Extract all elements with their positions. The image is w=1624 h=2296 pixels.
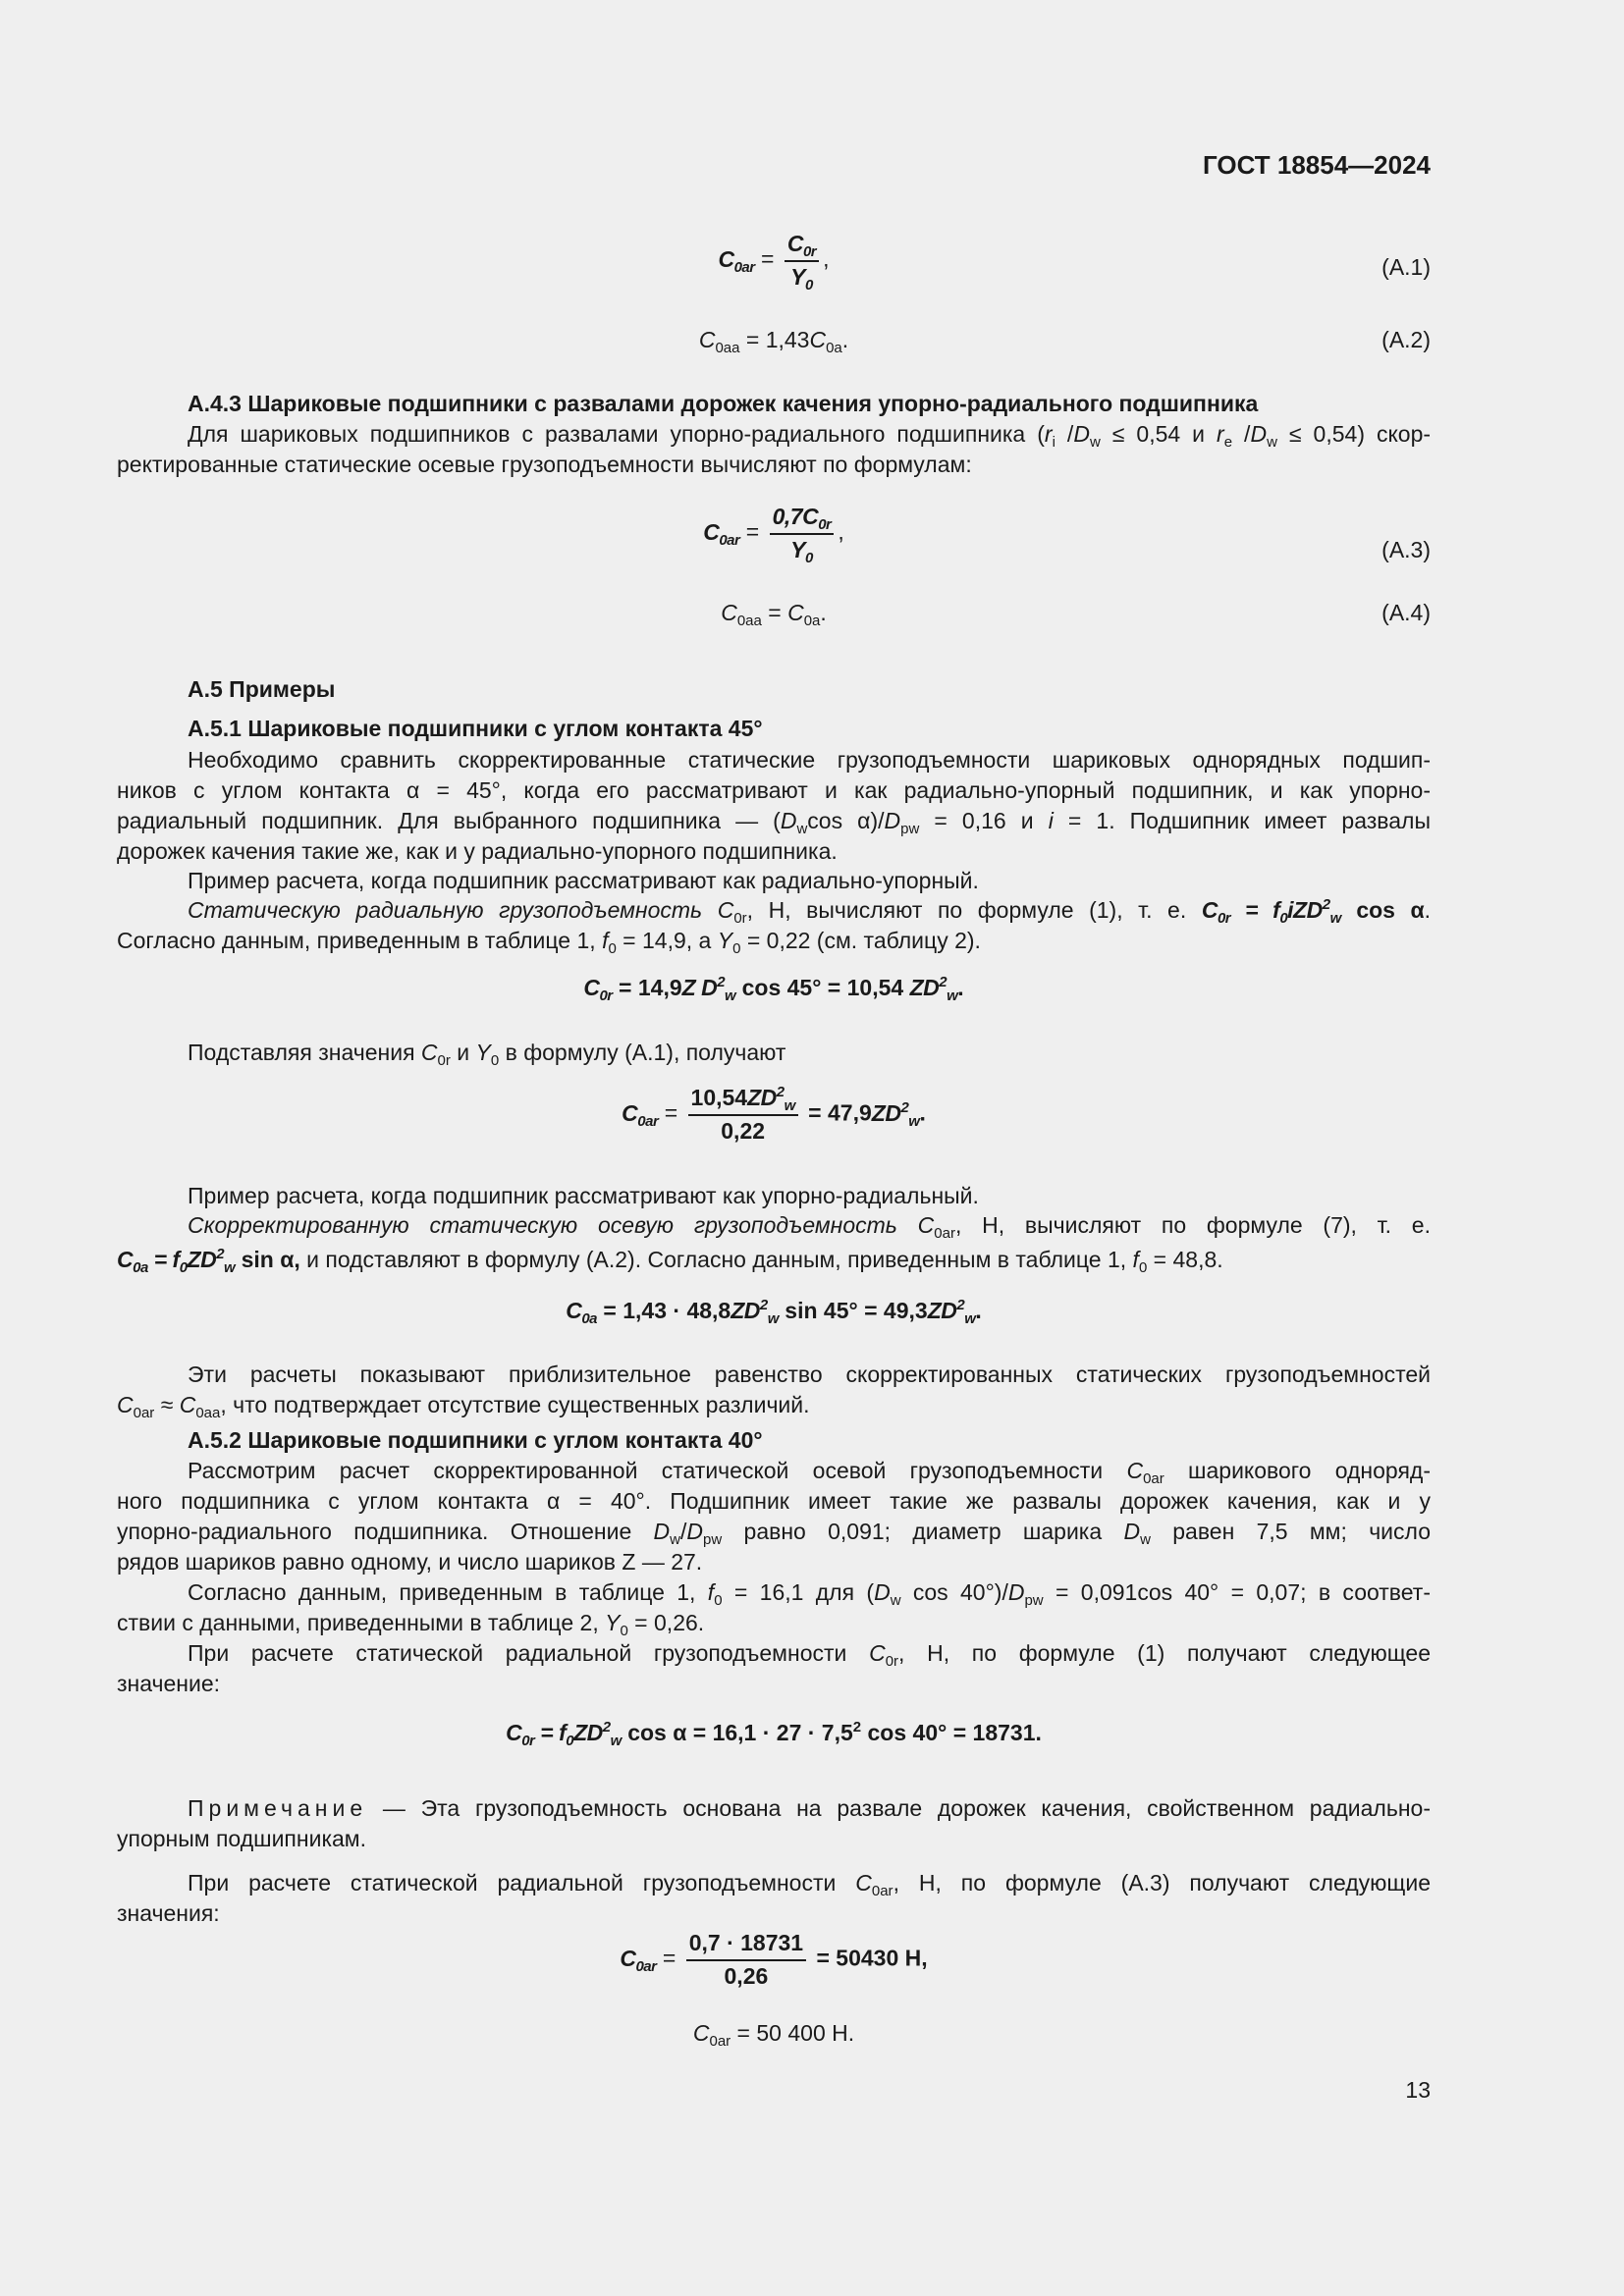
paragraph-line: $C_{0ar} \approx C_{0aa}$, что подтверждает отсутствие существенных различий.	[117, 1392, 810, 1421]
paragraph-line: Согласно данным, приведенным в таблице 1, $f_0 = 16,1$ для ($D_w$ $\cos 40^\circ)/D_{pw} = 0,091\cos$ 40° = 0,07; в соответ-	[188, 1579, 1431, 1609]
paragraph-line: $C_{0a} = f_0ZD^2_w$ sin α, и подставляют в формулу (А.2). Согласно данным, приведенным в таблице 1, $f_0 = 48,8$.	[117, 1246, 1223, 1276]
paragraph-line: упорно-радиального подшипника. Отношение $D_w/D_{pw}$ равно 0,091; диаметр шарика $D_w$ равен 7,5 мм; число	[117, 1519, 1431, 1548]
paragraph-line: Скорректированную статическую осевую грузоподъемность $C_{0ar}$, Н, вычисляют по формуле (7), т. е.	[188, 1212, 1431, 1242]
paragraph-line: При расчете статической радиальной грузоподъемности $C_{0ar}$, Н, по формуле (А.3) получают следующие	[188, 1870, 1431, 1899]
formula-a2: $C_{0aa} = 1,43C_{0a}$.	[698, 327, 849, 356]
paragraph-line: дорожек качения такие же, как и у радиально-упорного подшипника.	[117, 838, 838, 864]
paragraph-line: Рассмотрим расчет скорректированной статической осевой грузоподъемности $C_{0ar}$ шарикового одноряд-	[188, 1458, 1431, 1487]
paragraph-line: ректированные статические осевые грузоподъемности вычисляют по формулам:	[117, 452, 972, 477]
paragraph-line: Необходимо сравнить скорректированные статические грузоподъемности шариковых однорядных подшип-	[188, 747, 1431, 773]
paragraph-line: При расчете статической радиальной грузоподъемности $C_{0r}$, Н, по формуле (1) получают следующее	[188, 1640, 1431, 1670]
paragraph-line: Пример расчета, когда подшипник рассматривают как упорно-радиальный.	[188, 1183, 979, 1208]
paragraph-line: Для шариковых подшипников с развалами упорно-радиального подшипника ($r_i$ $/D_w \le 0,54$ и $r_e$ $/D_w \le 0,54$) скор-	[188, 421, 1432, 451]
formula-a3: $C_{0ar}$ = $\frac{0,7C_{0r}}{Y_0}$ ,	[703, 504, 844, 566]
formula: $C_{0a} = 1,43 \cdot 48,8ZD^2_w$ $\sin 45^\circ = 49,3ZD^2_w$.	[566, 1297, 982, 1327]
paragraph-line: значения:	[117, 1900, 220, 1926]
paragraph-line: Пример расчета, когда подшипник рассматривают как радиально-упорный.	[188, 868, 979, 893]
formula: $C_{0ar}$ = $\frac{0,7 \cdot 18731}{0,26}$ = 50430 Н,	[620, 1930, 928, 1989]
formula-a4: $C_{0aa} = C_{0a}$.	[721, 600, 827, 629]
formula-number: (А.3)	[1381, 537, 1431, 562]
paragraph-line: значение:	[117, 1671, 221, 1696]
formula-a1: $C_{0ar}$ = $\frac{C_{0r}}{Y_0}$ ,	[718, 231, 830, 294]
document-header: ГОСТ 18854—2024	[1203, 150, 1431, 180]
paragraph-line: радиальный подшипник. Для выбранного подшипника — ($D_w\cos$ $\alpha)/D_{pw} = 0,16$ и i = 1. Подшипник имеет развалы	[117, 808, 1431, 837]
formula: $C_{0r} = f_0ZD^2_w$ $\cos \alpha = 16,1 \cdot 27 \cdot 7,5^2$ cos 40° = 18731.	[506, 1719, 1042, 1749]
paragraph-line: Подставляя значения $C_{0r}$ и $Y_0$ в формулу (А.1), получают	[188, 1040, 786, 1069]
paragraph-line: рядов шариков равно одному, и число шариков Z — 27.	[117, 1549, 703, 1575]
note: упорным подшипникам.	[117, 1826, 366, 1851]
paragraph-line: Согласно данным, приведенным в таблице 1, $f_0 = 14,9$, а $Y_0 = 0,22$ (см. таблицу 2).	[117, 928, 981, 957]
paragraph-line: Статическую радиальную грузоподъемность $C_{0r}$, Н, вычисляют по формуле (1), т. е. $C_{0r} = f_0iZD^2_w$ cos α.	[188, 896, 1432, 927]
paragraph-line: ников с углом контакта α = 45°, когда его рассматривают и как радиально-упорный подшипник, и как упорно-	[117, 777, 1431, 803]
formula-number: (А.1)	[1381, 254, 1431, 280]
section-heading: А.5.1 Шариковые подшипники с углом контакта 45°	[188, 716, 763, 741]
formula: $C_{0r} = 14,9Z$ $D^2_w$ cos 45° = 10,54 $ZD^2_w$.	[583, 974, 964, 1004]
formula: $C_{0ar}$ = $\frac{10,54ZD^2_w}{0,22}$ = $47,9ZD^2_w$.	[622, 1084, 926, 1144]
page-number: 13	[1405, 2077, 1431, 2103]
paragraph-line: ного подшипника с углом контакта α = 40°. Подшипник имеет такие же развалы дорожек качения, как и у	[117, 1488, 1431, 1514]
section-heading: А.5 Примеры	[188, 676, 336, 702]
formula-number: (А.4)	[1381, 600, 1431, 625]
paragraph-line: ствии с данными, приведенными в таблице 2, $Y_0 = 0,26$.	[117, 1610, 705, 1639]
section-heading: А.4.3 Шариковые подшипники с развалами дорожек качения упорно-радиального подшипника	[188, 391, 1259, 416]
paragraph-line: Эти расчеты показывают приблизительное равенство скорректированных статических грузоподъемностей	[188, 1362, 1431, 1387]
formula-number: (А.2)	[1381, 327, 1431, 352]
formula: $C_{0ar} = 50$ 400 Н.	[692, 2020, 855, 2050]
note: Примечание — Эта грузоподъемность основана на развале дорожек качения, свойственном радиально-	[188, 1795, 1431, 1821]
section-heading: А.5.2 Шариковые подшипники с углом контакта 40°	[188, 1427, 763, 1453]
